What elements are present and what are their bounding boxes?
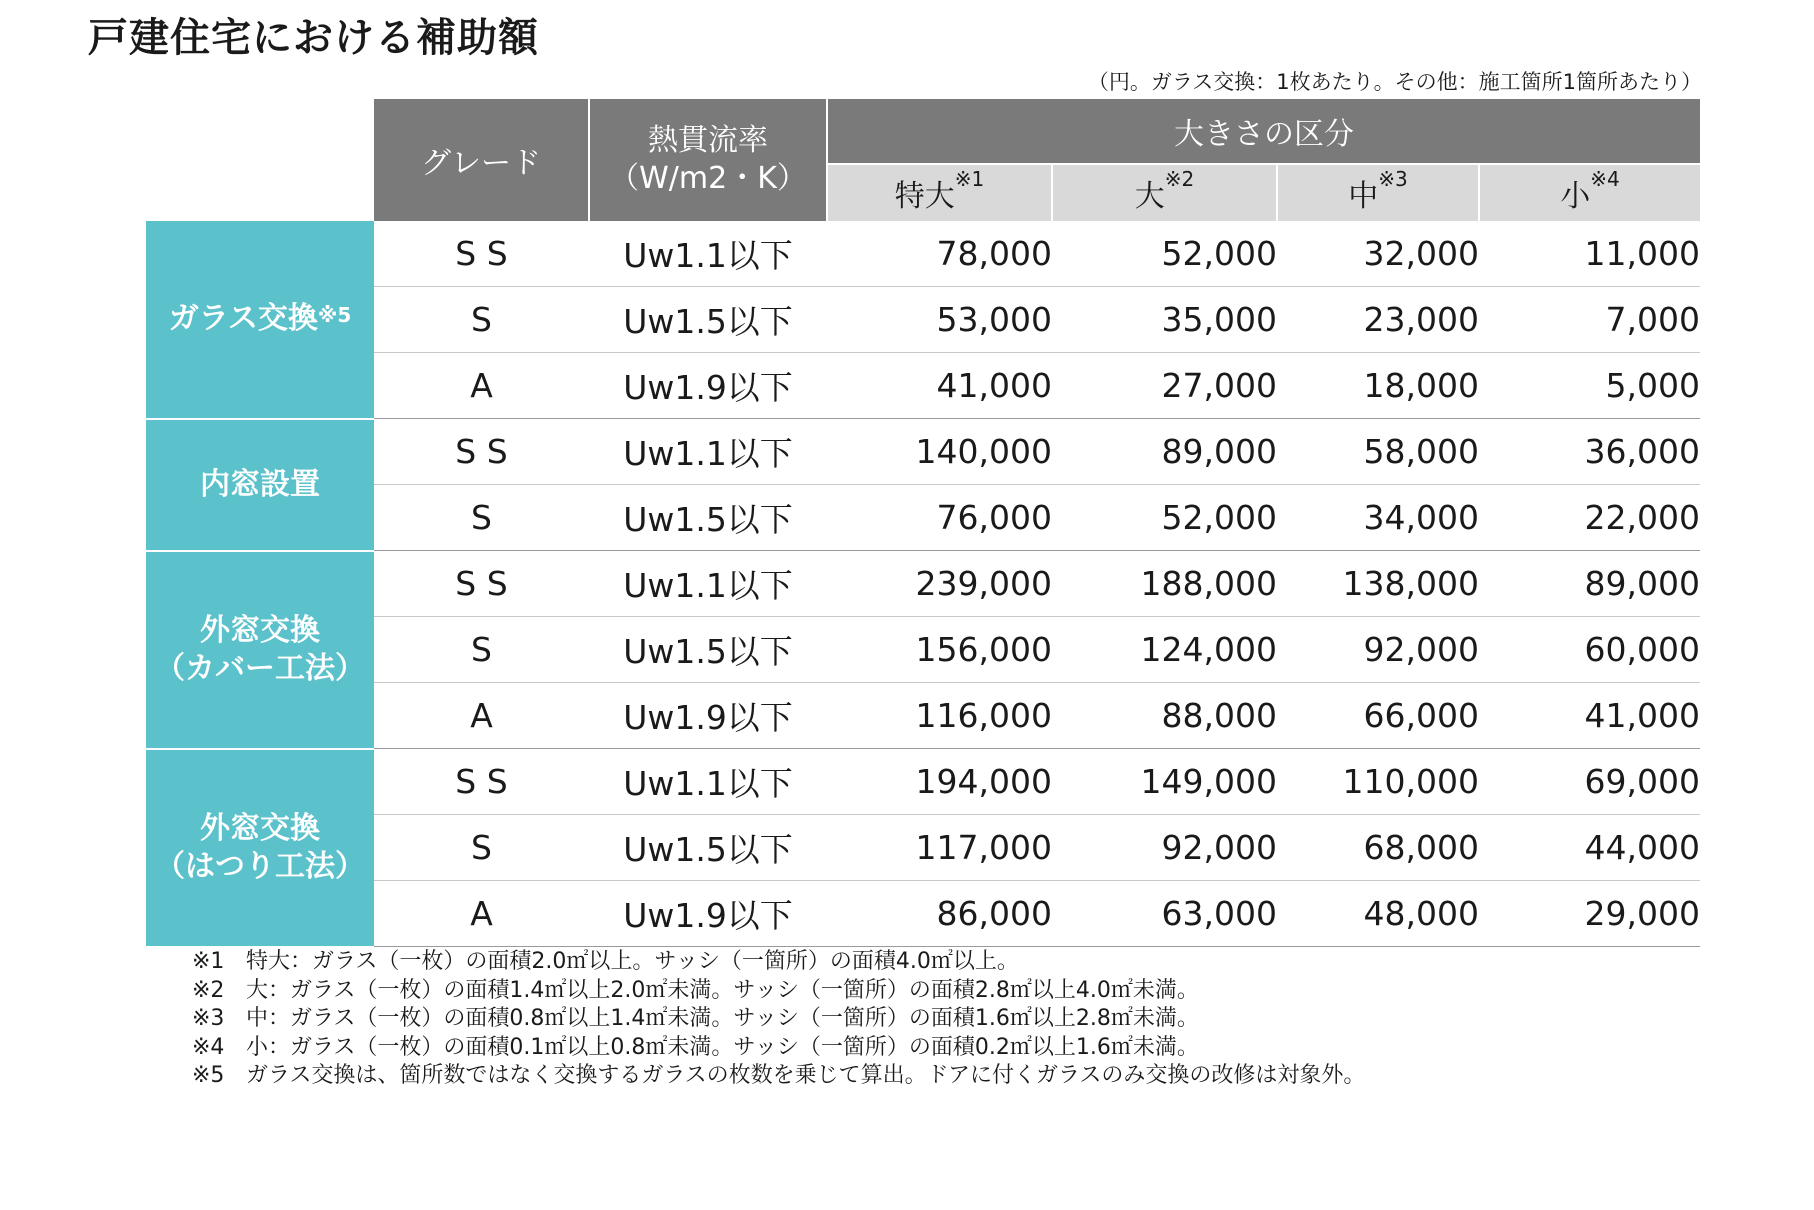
amount-cell: 194,000 — [827, 749, 1052, 815]
amount-cell: 156,000 — [827, 617, 1052, 683]
table-header — [146, 99, 1700, 221]
header-grade: グレード — [374, 99, 589, 221]
table-row — [146, 749, 1700, 815]
grade-cell: S S — [374, 749, 589, 815]
table-row — [146, 419, 1700, 485]
amount-cell: 32,000 — [1277, 221, 1479, 287]
header-uvalue — [589, 99, 827, 221]
header-size-4 — [1479, 164, 1700, 221]
uvalue-cell: Uw1.1以下 — [589, 551, 827, 617]
footnote-text: 中：ガラス（一枚）の面積0.8㎡以上1.4㎡未満。サッシ（一箇所）の面積1.6㎡以上2.8㎡未満。 — [246, 1006, 1199, 1031]
grade-cell: S — [374, 617, 589, 683]
grade-cell: S S — [374, 419, 589, 485]
footnote — [192, 1005, 1365, 1034]
footnote-text: 特大：ガラス（一枚）の面積2.0㎡以上。サッシ（一箇所）の面積4.0㎡以上。 — [246, 949, 1019, 974]
amount-cell: 69,000 — [1479, 749, 1700, 815]
uvalue-cell: Uw1.9以下 — [589, 881, 827, 947]
amount-cell: 53,000 — [827, 287, 1052, 353]
amount-cell: 63,000 — [1052, 881, 1277, 947]
category-name-sub: （はつり工法） — [155, 848, 365, 884]
amount-cell: 41,000 — [1479, 683, 1700, 749]
footnote-text: 小：ガラス（一枚）の面積0.1㎡以上0.8㎡未満。サッシ（一箇所）の面積0.2㎡以上1.6㎡未満。 — [246, 1034, 1199, 1060]
footnote — [192, 1034, 1365, 1063]
footnote — [192, 1062, 1365, 1091]
uvalue-cell: Uw1.9以下 — [589, 353, 827, 419]
grade-cell: A — [374, 881, 589, 947]
amount-cell: 22,000 — [1479, 485, 1700, 551]
header-uvalue-line2: （W/m2・K） — [609, 161, 807, 196]
category-name: 外窓交換 — [200, 612, 320, 648]
uvalue-cell: Uw1.1以下 — [589, 749, 827, 815]
category-mark: ※5 — [317, 303, 352, 328]
uvalue-cell: Uw1.1以下 — [589, 221, 827, 287]
footnote-text: ガラス交換は、箇所数ではなく交換するガラスの枚数を乗じて算出。ドアに付くガラスのみ交換の改修は対象外。 — [246, 1063, 1366, 1088]
amount-cell: 89,000 — [1479, 551, 1700, 617]
amount-cell: 66,000 — [1277, 683, 1479, 749]
category-cell — [146, 221, 374, 419]
amount-cell: 86,000 — [827, 881, 1052, 947]
grade-cell: S — [374, 815, 589, 881]
amount-cell: 11,000 — [1479, 221, 1700, 287]
header-size-label: 中 — [1348, 179, 1379, 214]
amount-cell: 34,000 — [1277, 485, 1479, 551]
footnote — [192, 948, 1365, 977]
grade-cell: S S — [374, 221, 589, 287]
amount-cell: 48,000 — [1277, 881, 1479, 947]
amount-cell: 76,000 — [827, 485, 1052, 551]
uvalue-cell: Uw1.9以下 — [589, 683, 827, 749]
amount-cell: 52,000 — [1052, 221, 1277, 287]
amount-cell: 23,000 — [1277, 287, 1479, 353]
header-size-2 — [1052, 164, 1277, 221]
amount-cell: 92,000 — [1277, 617, 1479, 683]
header-size-label: 大 — [1134, 179, 1165, 214]
table-row — [146, 485, 1700, 551]
amount-cell: 140,000 — [827, 419, 1052, 485]
grade-cell: S — [374, 485, 589, 551]
footnote-mark: ※2 — [192, 977, 225, 1003]
category-name: 外窓交換 — [200, 810, 320, 846]
uvalue-cell: Uw1.5以下 — [589, 485, 827, 551]
amount-cell: 116,000 — [827, 683, 1052, 749]
amount-cell: 60,000 — [1479, 617, 1700, 683]
uvalue-cell: Uw1.5以下 — [589, 617, 827, 683]
header-size-1 — [827, 164, 1052, 221]
amount-cell: 138,000 — [1277, 551, 1479, 617]
table-row — [146, 221, 1700, 287]
subsidy-table — [146, 99, 1700, 948]
page-title: 戸建住宅における補助額 — [88, 15, 539, 61]
footnote-mark: ※4 — [192, 1034, 225, 1060]
amount-cell: 89,000 — [1052, 419, 1277, 485]
amount-cell: 124,000 — [1052, 617, 1277, 683]
amount-cell: 41,000 — [827, 353, 1052, 419]
header-uvalue-line1: 熱貫流率 — [648, 123, 768, 158]
amount-cell: 68,000 — [1277, 815, 1479, 881]
amount-cell: 149,000 — [1052, 749, 1277, 815]
table-row — [146, 815, 1700, 881]
amount-cell: 110,000 — [1277, 749, 1479, 815]
footnote-mark: ※1 — [192, 949, 225, 974]
grade-cell: S — [374, 287, 589, 353]
header-blank-cell — [146, 99, 374, 221]
amount-cell: 88,000 — [1052, 683, 1277, 749]
category-name: ガラス交換$^{※5}$ — [168, 301, 352, 337]
header-size-label: 小 — [1560, 179, 1591, 214]
category-cell — [146, 551, 374, 749]
category-name-sub: （カバー工法） — [155, 650, 365, 686]
footnote — [192, 977, 1365, 1006]
table-row — [146, 881, 1700, 947]
header-size-group: 大きさの区分 — [827, 99, 1700, 164]
table-row — [146, 353, 1700, 419]
header-size-3 — [1277, 164, 1479, 221]
uvalue-cell: Uw1.5以下 — [589, 287, 827, 353]
amount-cell: 239,000 — [827, 551, 1052, 617]
amount-cell: 92,000 — [1052, 815, 1277, 881]
header-size-mark: ※3 — [1378, 167, 1408, 191]
category-cell — [146, 749, 374, 947]
table-row — [146, 617, 1700, 683]
table-row — [146, 683, 1700, 749]
grade-cell: A — [374, 353, 589, 419]
footnote-mark: ※3 — [192, 1006, 225, 1031]
table-row — [146, 551, 1700, 617]
table-body — [146, 221, 1700, 947]
header-size-mark: ※1 — [954, 167, 985, 191]
amount-cell: 58,000 — [1277, 419, 1479, 485]
amount-cell: 36,000 — [1479, 419, 1700, 485]
header-size-mark: ※2 — [1164, 167, 1195, 191]
unit-note: （円。ガラス交換：1枚あたり。その他：施工箇所1箇所あたり） — [1087, 70, 1702, 94]
table-row — [146, 287, 1700, 353]
footnote-mark: ※5 — [192, 1063, 225, 1088]
header-size-label: 特大 — [894, 179, 955, 214]
uvalue-cell: Uw1.1以下 — [589, 419, 827, 485]
amount-cell: 18,000 — [1277, 353, 1479, 419]
amount-cell: 44,000 — [1479, 815, 1700, 881]
grade-cell: A — [374, 683, 589, 749]
category-name: 内窓設置 — [200, 466, 320, 502]
footnote-text: 大：ガラス（一枚）の面積1.4㎡以上2.0㎡未満。サッシ（一箇所）の面積2.8㎡以上4.0㎡未満。 — [246, 977, 1199, 1003]
category-cell — [146, 419, 374, 551]
amount-cell: 188,000 — [1052, 551, 1277, 617]
amount-cell: 5,000 — [1479, 353, 1700, 419]
amount-cell: 35,000 — [1052, 287, 1277, 353]
amount-cell: 117,000 — [827, 815, 1052, 881]
grade-cell: S S — [374, 551, 589, 617]
footnotes — [192, 948, 1365, 1091]
amount-cell: 52,000 — [1052, 485, 1277, 551]
amount-cell: 78,000 — [827, 221, 1052, 287]
uvalue-cell: Uw1.5以下 — [589, 815, 827, 881]
amount-cell: 29,000 — [1479, 881, 1700, 947]
amount-cell: 7,000 — [1479, 287, 1700, 353]
amount-cell: 27,000 — [1052, 353, 1277, 419]
header-size-mark: ※4 — [1590, 167, 1620, 191]
